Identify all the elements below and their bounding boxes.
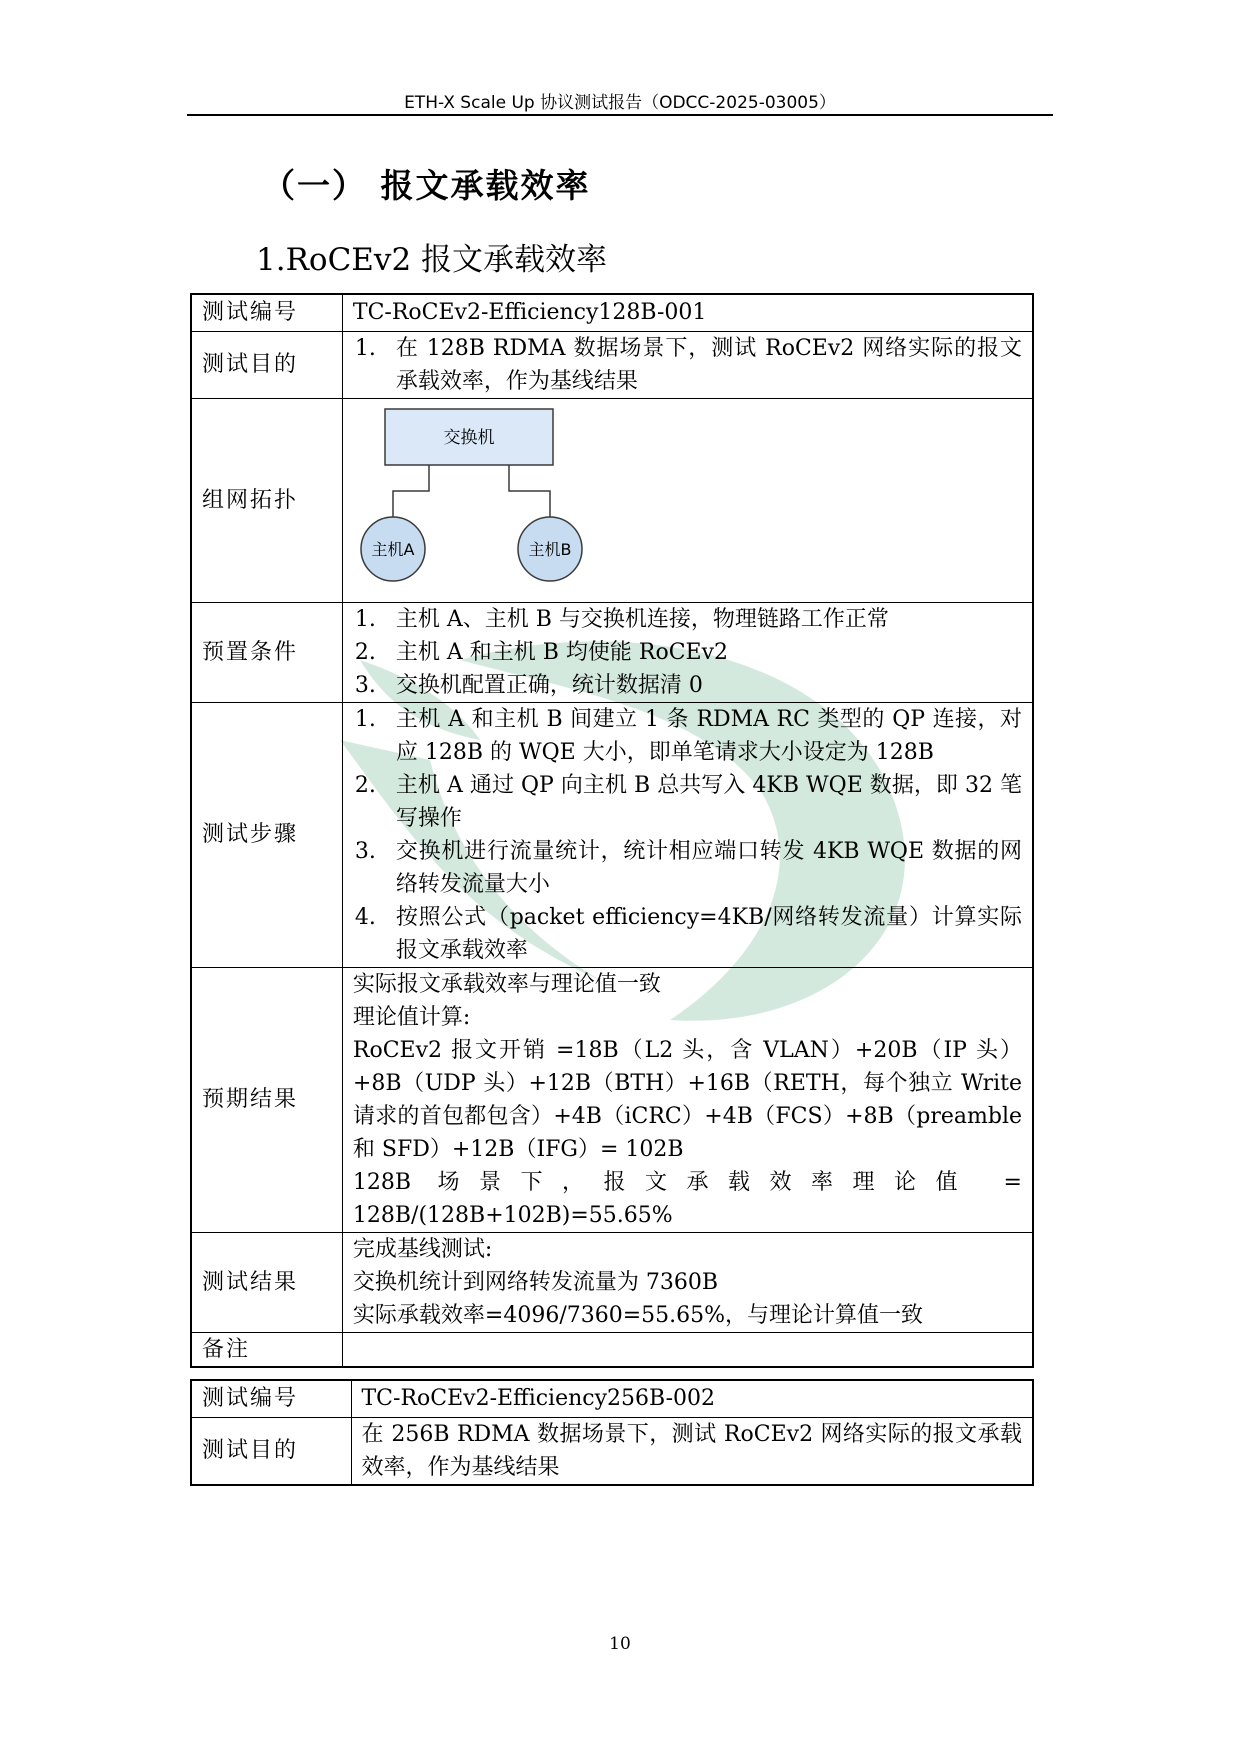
id-label: 测试编号 <box>191 294 342 331</box>
page-number: 10 <box>609 1634 631 1654</box>
topology-label: 组网拓扑 <box>191 398 342 602</box>
precondition-list <box>353 603 1022 702</box>
steps-label: 测试步骤 <box>191 702 342 967</box>
list-item: 3. 交换机配置正确，统计数据清 0 <box>354 672 703 698</box>
purpose-label: 测试目的 <box>191 331 342 398</box>
purpose-label: 测试目的 <box>191 1417 351 1485</box>
switch-label: 交换机 <box>443 427 495 448</box>
steps-list <box>353 703 1022 967</box>
expected-line: 实际报文承载效率与理论值一致 <box>352 971 661 997</box>
host-b-label: 主机B <box>528 539 572 559</box>
expected-label: 预期结果 <box>191 967 342 1232</box>
list-item: 1. 在 128B RDMA 数据场景下，测试 RoCEv2 网络实际的报文承载效率，作为基线结果 <box>354 335 1022 394</box>
topology-diagram <box>343 399 1014 592</box>
purpose-value: 在 256B RDMA 数据场景下，测试 RoCEv2 网络实际的报文承载效率，作为基线结果 <box>351 1417 1033 1485</box>
id-label: 测试编号 <box>191 1380 351 1417</box>
steps-cell <box>342 702 1033 967</box>
list-item: 1. 主机 A、主机 B 与交换机连接，物理链路工作正常 <box>354 606 889 632</box>
list-item: 3. 交换机进行流量统计，统计相应端口转发 4KB WQE 数据的网络转发流量大小 <box>354 838 1022 897</box>
link-b <box>509 465 550 517</box>
list-item: 2. 主机 A 通过 QP 向主机 B 总共写入 4KB WQE 数据，即 32 笔写操作 <box>354 772 1022 831</box>
list-item: 4. 按照公式（packet efficiency=4KB/网络转发流量）计算实际报文承载效率 <box>354 904 1022 963</box>
result-label: 测试结果 <box>191 1232 342 1332</box>
precondition-cell <box>342 602 1033 702</box>
link-a <box>393 465 429 517</box>
result-cell <box>342 1232 1033 1332</box>
purpose-list <box>353 332 1022 398</box>
host-a-label: 主机A <box>371 539 415 559</box>
expected-line: 理论值计算: <box>352 1004 471 1030</box>
list-item: 2. 主机 A 和主机 B 均使能 RoCEv2 <box>354 639 729 665</box>
id-value: TC-RoCEv2-Efficiency256B-002 <box>351 1380 1033 1417</box>
remark-label: 备注 <box>191 1332 342 1367</box>
running-header: ETH-X Scale Up 协议测试报告（ODCC-2025-03005） <box>404 93 836 113</box>
header-rule <box>187 114 1053 116</box>
expected-cell <box>342 967 1033 1232</box>
expected-line: RoCEv2 报文开销 =18B（L2 头，含 VLAN）+20B（IP 头）+8B（UDP 头）+12B（BTH）+16B（RETH，每个独立 Write 请求的首包都包含）+4B（iCRC）+4B（FCS）+8B（preamble 和 SFD）+12B（IFG）= 102B <box>352 1037 1022 1162</box>
topology-cell <box>342 398 1033 602</box>
id-value: TC-RoCEv2-Efficiency128B-001 <box>342 294 1033 331</box>
expected-line: 128B 场景下，报文承载效率理论值 = 128B/(128B+102B)=55.65% <box>352 1169 1022 1228</box>
list-item: 1. 主机 A 和主机 B 间建立 1 条 RDMA RC 类型的 QP 连接，对应 128B 的 WQE 大小，即单笔请求大小设定为 128B <box>354 706 1022 765</box>
purpose-cell <box>342 331 1033 398</box>
result-line: 完成基线测试: <box>352 1236 493 1262</box>
sub-heading: 1.RoCEv2 报文承载效率 <box>256 242 608 278</box>
test-case-table-2 <box>190 1379 1034 1486</box>
precondition-label: 预置条件 <box>191 602 342 702</box>
result-line: 交换机统计到网络转发流量为 7360B <box>352 1269 719 1295</box>
result-line: 实际承载效率=4096/7360=55.65%，与理论计算值一致 <box>352 1302 924 1328</box>
remark-value <box>342 1332 1033 1367</box>
section-heading: （一） 报文承载效率 <box>262 166 591 205</box>
test-case-table-1 <box>190 293 1034 1368</box>
